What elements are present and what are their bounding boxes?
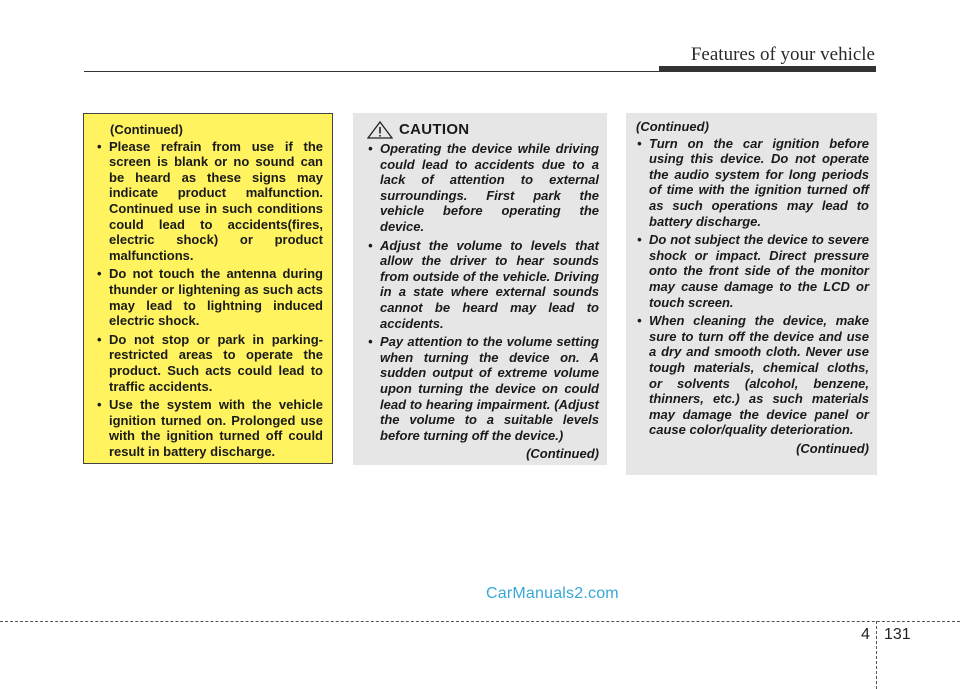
caution-box [353,113,607,465]
page-header-title: Features of your vehicle [690,44,875,65]
list-item: • Do not subject the device to severe shock or impact. Direct pressure onto the front side of the monitor may cause damage to the LCD or touch screen. [636,232,869,310]
list-item: • Turn on the car ignition before using this device. Do not operate the audio system for long periods of time with the ignition turned off as such operations may lead to battery discharge. [636,136,869,230]
continued-notes-box [83,113,333,464]
chapter-number: 4 [861,626,870,643]
header-rule-accent [659,66,876,72]
continued-label: (Continued) [526,446,599,462]
continued-label: (Continued) [110,122,183,137]
list-item: • Use the system with the vehicle ignition turned on. Prolonged use with the ignition turned off could result in battery discharge. [96,397,323,459]
caution-list [367,141,599,443]
caution-continued-box [626,113,877,475]
list-item: • Pay attention to the volume setting when turning the device on. A sudden output of extreme volume upon turning the device on could lead to hearing impairment. (Adjust the volume to a suitable levels before turning off the device.) [367,334,599,443]
caution-list [636,136,869,438]
page-number: 131 [884,626,911,643]
watermark-link[interactable]: CarManuals2.com [486,585,619,602]
list-item: • When cleaning the device, make sure to turn off the device and use a dry and smooth cloth. Never use tough materials, chemical cloths, or solvents (alcohol, benzene, thinners, etc.) as such materials may damage the device panel or cause color/quality deterioration. [636,313,869,438]
list-item: • Do not touch the antenna during thunder or lightening as such acts may lead to lightning induced electric shock. [96,266,323,328]
caution-heading [367,121,599,139]
continued-label: (Continued) [636,119,709,134]
continued-label: (Continued) [796,440,869,456]
caution-title: CAUTION [399,121,470,139]
footer-rule [0,621,960,622]
list-item: • Do not stop or park in parking-restricted areas to operate the product. Such acts could lead to traffic accidents. [96,332,323,394]
footer-divider [876,621,877,689]
warning-triangle-icon [367,121,393,139]
list-item: • Operating the device while driving could lead to accidents due to a lack of attention to external surroundings. First park the vehicle before operating the device. [367,141,599,235]
list-item: • Adjust the volume to levels that allow the driver to hear sounds from outside of the vehicle. Driving in a state where external sounds cannot be heard may lead to accidents. [367,238,599,332]
notes-list [96,139,323,460]
list-item: • Please refrain from use if the screen is blank or no sound can be heard as these signs may indicate product malfunction. Continued use in such conditions could lead to accidents(fires, electric shock) or product malfunctions. [96,139,323,264]
